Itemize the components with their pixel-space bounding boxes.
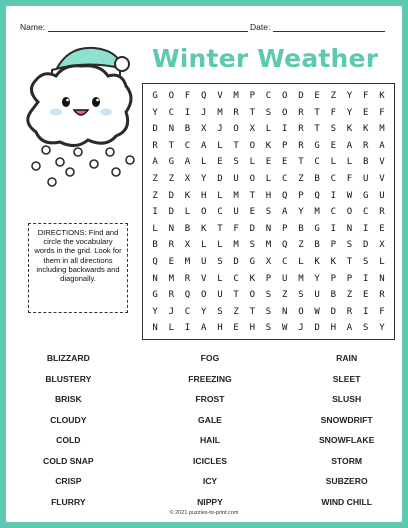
grid-cell[interactable]: N bbox=[265, 223, 272, 234]
grid-cell[interactable]: S bbox=[362, 256, 369, 267]
grid-cell[interactable]: W bbox=[281, 323, 288, 334]
grid-cell[interactable]: D bbox=[152, 124, 158, 135]
grid-cell[interactable]: T bbox=[314, 107, 320, 118]
grid-cell[interactable]: C bbox=[281, 256, 288, 267]
grid-cell[interactable]: E bbox=[362, 290, 369, 301]
grid-cell[interactable]: X bbox=[200, 124, 207, 135]
grid-cell[interactable]: Z bbox=[298, 173, 304, 184]
grid-cell[interactable]: V bbox=[379, 157, 385, 168]
grid-cell[interactable]: E bbox=[379, 223, 385, 234]
grid-cell[interactable]: D bbox=[314, 323, 320, 334]
grid-cell[interactable]: O bbox=[281, 107, 288, 118]
vocab-word: BLIZZARD bbox=[46, 353, 90, 363]
vocab-word: WIND CHILL bbox=[321, 496, 372, 507]
grid-cell[interactable]: I bbox=[362, 223, 369, 234]
grid-cell[interactable]: O bbox=[249, 290, 255, 301]
grid-cell[interactable]: M bbox=[168, 273, 174, 284]
grid-cell[interactable]: Z bbox=[281, 290, 288, 301]
grid-cell[interactable]: V bbox=[379, 173, 385, 184]
grid-cell[interactable]: R bbox=[346, 306, 353, 317]
grid-cell[interactable]: X bbox=[184, 173, 191, 184]
grid-cell[interactable]: M bbox=[233, 91, 239, 101]
grid-cell[interactable]: W bbox=[314, 306, 320, 317]
grid-cell[interactable]: F bbox=[330, 107, 336, 118]
grid-cell[interactable]: K bbox=[362, 124, 369, 135]
grid-cell[interactable]: Y bbox=[314, 273, 320, 284]
grid-cell[interactable]: P bbox=[330, 273, 336, 284]
grid-cell[interactable]: Y bbox=[152, 306, 158, 317]
grid-cell[interactable]: R bbox=[298, 140, 304, 151]
vocab-word: FROST bbox=[195, 394, 225, 404]
grid-cell[interactable]: O bbox=[200, 207, 207, 218]
grid-cell[interactable]: P bbox=[249, 91, 255, 101]
grid-cell[interactable]: F bbox=[379, 306, 385, 317]
grid-cell[interactable]: O bbox=[249, 173, 255, 184]
grid-cell[interactable]: H bbox=[200, 190, 207, 201]
worksheet bbox=[6, 6, 402, 522]
grid-cell[interactable]: M bbox=[217, 107, 223, 118]
vocab-word: FLURRY bbox=[51, 496, 86, 507]
grid-cell[interactable]: K bbox=[184, 190, 191, 201]
grid-cell[interactable]: J bbox=[200, 107, 207, 118]
grid-cell[interactable]: L bbox=[217, 190, 223, 201]
grid-cell[interactable]: V bbox=[200, 273, 207, 284]
grid-cell[interactable]: D bbox=[298, 91, 304, 101]
grid-cell[interactable]: C bbox=[168, 107, 174, 118]
grid-cell[interactable]: O bbox=[168, 91, 174, 101]
grid-cell[interactable]: P bbox=[265, 273, 272, 284]
grid-cell[interactable]: T bbox=[346, 256, 353, 267]
grid-cell[interactable]: T bbox=[233, 140, 239, 151]
grid-cell[interactable]: A bbox=[152, 157, 158, 168]
grid-cell[interactable]: S bbox=[265, 107, 272, 118]
grid-cell[interactable]: F bbox=[362, 91, 369, 101]
grid-cell[interactable]: R bbox=[168, 290, 174, 301]
vocab-word: ICICLES bbox=[193, 455, 227, 466]
directions-box: DIRECTIONS: Find and circle the vocabulary words in the grid. Look for them in all directions including backwards and diagonally. bbox=[28, 223, 128, 313]
grid-cell[interactable]: C bbox=[217, 207, 223, 218]
grid-cell[interactable]: R bbox=[152, 140, 158, 151]
grid-cell[interactable]: S bbox=[217, 306, 223, 317]
grid-cell[interactable]: O bbox=[200, 290, 207, 301]
grid-cell[interactable]: R bbox=[298, 124, 304, 135]
grid-cell[interactable]: B bbox=[152, 240, 158, 251]
vocab-word: HAIL bbox=[199, 435, 221, 445]
grid-cell[interactable]: E bbox=[217, 157, 223, 168]
vocab-word: FREEZING bbox=[188, 373, 232, 384]
grid-cell[interactable]: M bbox=[379, 124, 385, 135]
grid-cell[interactable]: K bbox=[200, 223, 207, 234]
grid-cell[interactable]: Z bbox=[298, 240, 304, 251]
vocab-word: STORM bbox=[331, 455, 363, 466]
grid-cell[interactable]: K bbox=[265, 140, 272, 151]
grid-cell[interactable]: I bbox=[281, 124, 288, 135]
grid-cell[interactable]: T bbox=[249, 107, 255, 118]
grid-cell[interactable]: J bbox=[217, 124, 223, 135]
grid-cell[interactable]: G bbox=[152, 290, 158, 301]
grid-cell[interactable]: H bbox=[265, 190, 272, 201]
grid-cell[interactable]: I bbox=[184, 107, 191, 118]
grid-cell[interactable]: C bbox=[233, 273, 239, 284]
grid-cell[interactable]: A bbox=[346, 140, 353, 151]
grid-cell[interactable]: S bbox=[265, 290, 272, 301]
grid-cell[interactable]: G bbox=[314, 140, 320, 151]
grid-cell[interactable]: L bbox=[200, 157, 207, 168]
grid-cell[interactable]: M bbox=[298, 273, 304, 284]
grid-cell[interactable]: C bbox=[330, 173, 336, 184]
grid-cell[interactable]: U bbox=[281, 273, 288, 284]
grid-cell[interactable]: Y bbox=[200, 173, 207, 184]
grid-cell[interactable]: A bbox=[379, 140, 385, 151]
grid-cell[interactable]: R bbox=[184, 273, 191, 284]
grid-cell[interactable]: M bbox=[314, 207, 320, 218]
grid-cell[interactable]: E bbox=[265, 157, 272, 168]
grid-cell[interactable]: P bbox=[346, 273, 353, 284]
grid-cell[interactable]: Y bbox=[346, 91, 353, 101]
grid-cell[interactable]: U bbox=[314, 290, 320, 301]
grid-cell[interactable]: U bbox=[233, 207, 239, 218]
grid-cell[interactable]: Z bbox=[152, 190, 158, 201]
grid-cell[interactable]: L bbox=[152, 223, 158, 234]
grid-cell[interactable]: S bbox=[265, 323, 272, 334]
vocab-word: CRISP bbox=[55, 476, 82, 486]
grid-cell[interactable]: V bbox=[217, 91, 223, 101]
grid-cell[interactable]: H bbox=[330, 323, 336, 334]
grid-cell[interactable]: R bbox=[298, 107, 304, 118]
date-field[interactable] bbox=[250, 22, 385, 32]
date-line[interactable] bbox=[273, 23, 385, 32]
grid-cell[interactable]: J bbox=[298, 323, 304, 334]
vocab-word: BLUSTERY bbox=[45, 373, 92, 384]
grid-cell[interactable]: J bbox=[168, 306, 174, 317]
grid-cell[interactable]: A bbox=[346, 323, 353, 334]
grid-cell[interactable]: L bbox=[168, 323, 174, 334]
grid-cell[interactable]: N bbox=[379, 273, 385, 284]
grid-cell[interactable]: L bbox=[184, 207, 191, 218]
grid-cell[interactable]: C bbox=[362, 207, 369, 218]
grid-cell[interactable]: E bbox=[249, 207, 255, 218]
grid-cell[interactable]: X bbox=[379, 240, 385, 251]
grid-cell[interactable]: B bbox=[314, 173, 320, 184]
grid-cell[interactable]: G bbox=[249, 256, 255, 267]
grid-cell[interactable]: C bbox=[314, 157, 320, 168]
grid-cell[interactable]: B bbox=[362, 157, 369, 168]
vocab-word: GALE bbox=[198, 414, 222, 425]
grid-cell[interactable]: N bbox=[152, 323, 158, 334]
grid-cell[interactable]: T bbox=[314, 124, 320, 135]
grid-cell[interactable]: Q bbox=[281, 190, 288, 201]
grid-cell[interactable]: B bbox=[184, 124, 191, 135]
grid-cell[interactable]: N bbox=[281, 306, 288, 317]
grid-cell[interactable]: I bbox=[362, 306, 369, 317]
grid-cell[interactable]: G bbox=[362, 190, 369, 201]
grid-cell[interactable]: L bbox=[200, 240, 207, 251]
grid-cell[interactable]: I bbox=[330, 223, 336, 234]
grid-cell[interactable]: U bbox=[362, 173, 369, 184]
vocab-word: SLUSH bbox=[332, 394, 362, 404]
grid-cell[interactable]: S bbox=[346, 240, 353, 251]
vocab-word: SUBZERO bbox=[325, 476, 368, 486]
grid-cell[interactable]: S bbox=[298, 290, 304, 301]
grid-cell[interactable]: C bbox=[265, 91, 272, 101]
vocab-word: BRISK bbox=[54, 394, 82, 404]
grid-cell[interactable]: L bbox=[249, 157, 255, 168]
grid-cell[interactable]: K bbox=[379, 91, 385, 101]
grid-cell[interactable]: S bbox=[265, 306, 272, 317]
vocab-word: SNOWDRIFT bbox=[320, 414, 373, 425]
name-field[interactable] bbox=[20, 22, 248, 32]
grid-cell[interactable]: Y bbox=[298, 207, 304, 218]
grid-cell[interactable]: T bbox=[233, 290, 239, 301]
grid-cell[interactable]: F bbox=[346, 173, 353, 184]
vocab-word: ICY bbox=[202, 476, 218, 486]
grid-cell[interactable]: C bbox=[184, 140, 191, 151]
grid-cell[interactable]: L bbox=[379, 256, 385, 267]
grid-cell[interactable]: D bbox=[217, 173, 223, 184]
grid-cell[interactable]: D bbox=[233, 256, 239, 267]
vocab-word: COLD bbox=[56, 435, 81, 445]
grid-cell[interactable]: K bbox=[330, 256, 336, 267]
grid-cell[interactable]: A bbox=[184, 157, 191, 168]
letter-grid bbox=[147, 88, 390, 335]
grid-cell[interactable]: P bbox=[281, 223, 288, 234]
vocab-word: COLD SNAP bbox=[43, 455, 94, 466]
grid-cell[interactable]: D bbox=[249, 223, 255, 234]
word-list bbox=[20, 352, 400, 507]
grid-cell[interactable]: D bbox=[168, 190, 174, 201]
grid-cell[interactable]: K bbox=[314, 256, 320, 267]
grid-cell[interactable]: A bbox=[281, 207, 288, 218]
grid-cell[interactable]: B bbox=[314, 240, 320, 251]
grid-cell[interactable]: S bbox=[217, 256, 223, 267]
grid-cell[interactable]: E bbox=[314, 91, 320, 101]
grid-cell[interactable]: S bbox=[330, 124, 336, 135]
grid-cell[interactable]: N bbox=[168, 124, 174, 135]
grid-cell[interactable]: E bbox=[281, 157, 288, 168]
grid-cell[interactable]: P bbox=[298, 190, 304, 201]
grid-cell[interactable]: S bbox=[249, 240, 255, 251]
vocab-word: RAIN bbox=[336, 353, 358, 363]
grid-cell[interactable]: E bbox=[330, 140, 336, 151]
grid-cell[interactable]: N bbox=[346, 223, 353, 234]
grid-cell[interactable]: O bbox=[249, 140, 255, 151]
grid-cell[interactable]: S bbox=[265, 207, 272, 218]
grid-cell[interactable]: C bbox=[184, 306, 191, 317]
grid-cell[interactable]: U bbox=[233, 173, 239, 184]
grid-cell[interactable]: Z bbox=[168, 173, 174, 184]
grid-cell[interactable]: Y bbox=[200, 306, 207, 317]
grid-cell[interactable]: F bbox=[233, 223, 239, 234]
grid-cell[interactable]: O bbox=[281, 91, 288, 101]
word-search-grid bbox=[142, 83, 395, 340]
grid-cell[interactable]: D bbox=[168, 207, 174, 218]
grid-cell[interactable]: Y bbox=[346, 107, 353, 118]
grid-cell[interactable]: Y bbox=[379, 323, 385, 334]
grid-cell[interactable]: Z bbox=[346, 290, 353, 301]
vocab-word: SLEET bbox=[332, 373, 361, 384]
grid-cell[interactable]: T bbox=[217, 223, 223, 234]
grid-cell[interactable]: D bbox=[362, 240, 369, 251]
grid-cell[interactable]: E bbox=[362, 107, 369, 118]
grid-cell[interactable]: N bbox=[152, 273, 158, 284]
grid-cell[interactable]: S bbox=[362, 323, 369, 334]
grid-cell[interactable]: D bbox=[330, 306, 336, 317]
grid-cell[interactable]: T bbox=[249, 306, 255, 317]
grid-cell[interactable]: H bbox=[217, 323, 223, 334]
grid-cell[interactable]: P bbox=[281, 140, 288, 151]
grid-cell[interactable]: L bbox=[330, 157, 336, 168]
grid-cell[interactable]: T bbox=[249, 190, 255, 201]
grid-cell[interactable]: Z bbox=[152, 173, 158, 184]
grid-cell[interactable]: M bbox=[184, 256, 191, 267]
vocab-word: CLOUDY bbox=[50, 414, 87, 425]
grid-cell[interactable]: Q bbox=[184, 290, 191, 301]
grid-cell[interactable]: I bbox=[330, 190, 336, 201]
grid-cell[interactable]: E bbox=[233, 323, 239, 334]
grid-cell[interactable]: N bbox=[168, 223, 174, 234]
grid-cell[interactable]: T bbox=[168, 140, 174, 151]
grid-cell[interactable]: S bbox=[233, 157, 239, 168]
vocab-word: FOG bbox=[200, 353, 220, 363]
grid-cell[interactable]: K bbox=[346, 124, 353, 135]
grid-cell[interactable]: B bbox=[298, 223, 304, 234]
grid-cell[interactable]: L bbox=[298, 256, 304, 267]
grid-cell[interactable]: M bbox=[233, 240, 239, 251]
grid-cell[interactable]: Q bbox=[152, 256, 158, 267]
grid-cell[interactable]: C bbox=[330, 207, 336, 218]
grid-cell[interactable]: B bbox=[330, 290, 336, 301]
grid-cell[interactable]: F bbox=[379, 107, 385, 118]
grid-cell[interactable]: K bbox=[249, 273, 255, 284]
grid-cell[interactable]: R bbox=[362, 140, 369, 151]
grid-cell[interactable]: G bbox=[168, 157, 174, 168]
grid-cell[interactable]: R bbox=[233, 107, 239, 118]
vocab-word: NIPPY bbox=[197, 496, 223, 507]
grid-cell[interactable]: W bbox=[346, 190, 353, 201]
grid-cell[interactable]: O bbox=[298, 306, 304, 317]
grid-cell[interactable]: B bbox=[184, 223, 191, 234]
grid-cell[interactable]: U bbox=[217, 290, 223, 301]
grid-cell[interactable]: F bbox=[184, 91, 191, 101]
grid-cell[interactable]: X bbox=[265, 256, 272, 267]
grid-cell[interactable]: Z bbox=[330, 91, 336, 101]
grid-cell[interactable]: O bbox=[233, 124, 239, 135]
grid-cell[interactable]: U bbox=[379, 190, 385, 201]
grid-cell[interactable]: L bbox=[217, 240, 223, 251]
grid-cell[interactable]: A bbox=[200, 323, 207, 334]
page-title: Winter Weather bbox=[152, 44, 379, 73]
grid-cell[interactable]: I bbox=[184, 323, 191, 334]
grid-cell[interactable]: I bbox=[152, 207, 158, 218]
grid-cell[interactable]: Z bbox=[233, 306, 239, 317]
grid-cell[interactable]: L bbox=[265, 173, 272, 184]
grid-cell[interactable]: X bbox=[184, 240, 191, 251]
grid-cell[interactable]: H bbox=[249, 323, 255, 334]
grid-cell[interactable]: Q bbox=[200, 91, 207, 101]
vocab-word: SNOWFLAKE bbox=[318, 435, 375, 445]
grid-cell[interactable]: G bbox=[314, 223, 320, 234]
name-line[interactable] bbox=[48, 23, 248, 32]
grid-cell[interactable]: R bbox=[379, 207, 385, 218]
grid-cell[interactable]: R bbox=[379, 290, 385, 301]
grid-cell[interactable]: L bbox=[217, 273, 223, 284]
grid-cell[interactable]: G bbox=[152, 91, 158, 101]
grid-cell[interactable]: M bbox=[233, 190, 239, 201]
grid-cell[interactable]: X bbox=[249, 124, 255, 135]
grid-cell[interactable]: E bbox=[168, 256, 174, 267]
grid-cell[interactable]: U bbox=[200, 256, 207, 267]
grid-cell[interactable]: L bbox=[346, 157, 353, 168]
date-label: Date: bbox=[250, 22, 271, 32]
cloud-mascot-icon bbox=[16, 40, 144, 190]
grid-cell[interactable]: P bbox=[330, 240, 336, 251]
grid-cell[interactable]: L bbox=[265, 124, 272, 135]
name-label: Name: bbox=[20, 22, 46, 32]
grid-cell[interactable]: T bbox=[298, 157, 304, 168]
grid-cell[interactable]: M bbox=[265, 240, 272, 251]
grid-cell[interactable]: Q bbox=[281, 240, 288, 251]
grid-cell[interactable]: Y bbox=[152, 107, 158, 118]
grid-cell[interactable]: R bbox=[168, 240, 174, 251]
grid-cell[interactable]: I bbox=[362, 273, 369, 284]
copyright-footer: © 2021 puzzles-to-print.com bbox=[169, 510, 239, 516]
grid-cell[interactable]: A bbox=[200, 140, 207, 151]
grid-cell[interactable]: C bbox=[281, 173, 288, 184]
grid-cell[interactable]: L bbox=[217, 140, 223, 151]
grid-cell[interactable]: O bbox=[346, 207, 353, 218]
grid-cell[interactable]: Q bbox=[314, 190, 320, 201]
